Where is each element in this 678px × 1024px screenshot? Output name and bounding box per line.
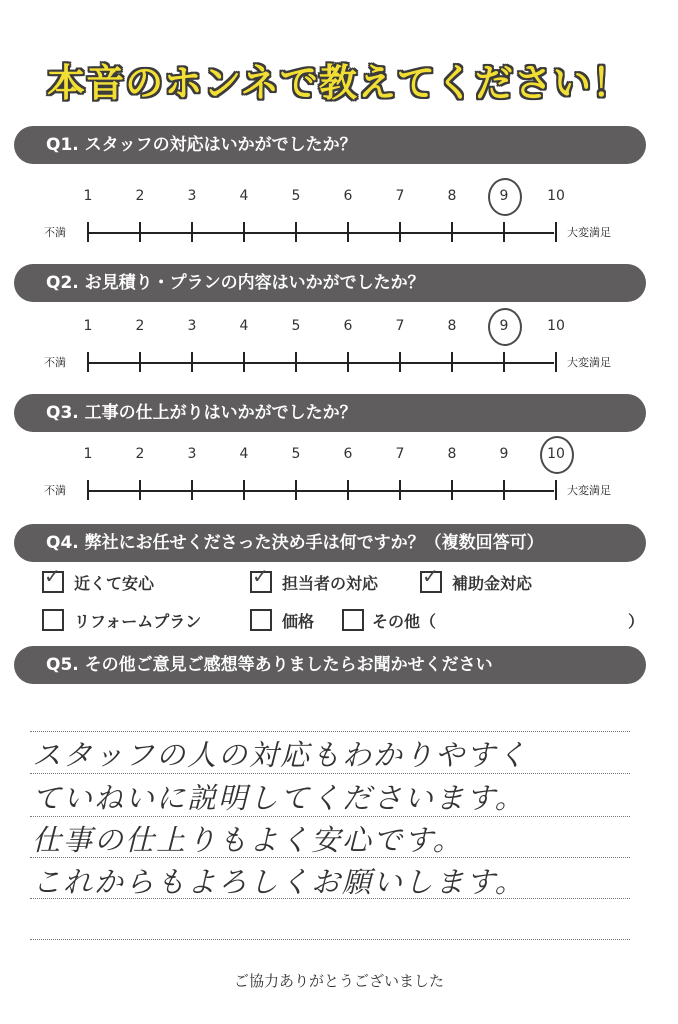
- q3-axis-line: [88, 490, 554, 492]
- q1-tick: [139, 222, 141, 242]
- q3-tick: [87, 480, 89, 500]
- q1-num-7: 7: [395, 188, 405, 204]
- q3-num-10: 10: [547, 446, 565, 462]
- q3-num-2: 2: [135, 446, 145, 462]
- option-label-other: その他（: [372, 612, 437, 631]
- q2-num-10: 10: [547, 318, 565, 334]
- option-label-price: 価格: [282, 612, 315, 631]
- q1-tick: [295, 222, 297, 242]
- option-label-staff: 担当者の対応: [282, 574, 379, 593]
- q3-selected-circle: [540, 436, 574, 474]
- q2-num-7: 7: [395, 318, 405, 334]
- q2-high-label: 大変満足: [567, 356, 611, 369]
- survey-title: 本音のホンネで教えてください！: [47, 61, 631, 105]
- option-label-subsidy: 補助金対応: [452, 574, 533, 593]
- q2-tick: [399, 352, 401, 372]
- q3-num-1: 1: [83, 446, 93, 462]
- q3-tick: [139, 480, 141, 500]
- q2-low-label: 不満: [44, 356, 66, 369]
- q1-tick: [503, 222, 505, 242]
- q1-header: Q1. スタッフの対応はいかがでしたか？: [14, 126, 646, 164]
- q1-tick: [399, 222, 401, 242]
- handwritten-answer-line-4: これからもよろしくお願いします。: [32, 865, 526, 899]
- checkbox-reform-plan[interactable]: [42, 609, 64, 631]
- option-label-nearby: 近くて安心: [74, 574, 155, 593]
- q3-rating-scale[interactable]: [0, 446, 678, 516]
- q5-header: Q5. その他ご意見ご感想等ありましたらお聞かせください: [14, 646, 646, 684]
- check-mark-icon: ✓: [422, 564, 439, 588]
- q1-num-6: 6: [343, 188, 353, 204]
- q1-num-5: 5: [291, 188, 301, 204]
- q2-num-4: 4: [239, 318, 249, 334]
- handwritten-answer-line-3: 仕事の仕上りもよく安心です。: [32, 823, 464, 857]
- q1-num-8: 8: [447, 188, 457, 204]
- thank-you-footer: ご協力ありがとうございました: [233, 972, 444, 990]
- q1-tick: [451, 222, 453, 242]
- q3-num-5: 5: [291, 446, 301, 462]
- q3-tick: [347, 480, 349, 500]
- q3-num-8: 8: [447, 446, 457, 462]
- q2-num-1: 1: [83, 318, 93, 334]
- q3-tick: [555, 480, 557, 500]
- q3-num-4: 4: [239, 446, 249, 462]
- q3-high-label: 大変満足: [567, 484, 611, 497]
- q3-tick: [451, 480, 453, 500]
- q2-tick: [139, 352, 141, 372]
- q2-tick: [295, 352, 297, 372]
- q3-num-7: 7: [395, 446, 405, 462]
- q3-tick: [503, 480, 505, 500]
- other-close-paren: ）: [628, 612, 645, 631]
- q1-tick: [87, 222, 89, 242]
- q2-tick: [87, 352, 89, 372]
- q1-num-1: 1: [83, 188, 93, 204]
- q3-tick: [399, 480, 401, 500]
- q1-rating-scale[interactable]: [0, 188, 678, 258]
- check-mark-icon: ✓: [44, 564, 61, 588]
- handwritten-answer-line-2: ていねいに説明してくださいます。: [32, 781, 526, 815]
- answer-ruled-line: [30, 731, 630, 732]
- q1-tick: [243, 222, 245, 242]
- q2-tick: [451, 352, 453, 372]
- q1-num-4: 4: [239, 188, 249, 204]
- q1-axis-line: [88, 232, 554, 234]
- q1-num-10: 10: [547, 188, 565, 204]
- q2-tick: [503, 352, 505, 372]
- q2-selected-circle: [488, 308, 522, 346]
- q4-header: Q4. 弊社にお任せくださった決め手は何ですか？（複数回答可）: [14, 524, 646, 562]
- q2-tick: [347, 352, 349, 372]
- q2-tick: [191, 352, 193, 372]
- q2-num-9: 9: [499, 318, 509, 334]
- q2-num-8: 8: [447, 318, 457, 334]
- q2-rating-scale[interactable]: [0, 318, 678, 388]
- q1-high-label: 大変満足: [567, 226, 611, 239]
- answer-ruled-line: [30, 939, 630, 940]
- q1-tick: [347, 222, 349, 242]
- q2-num-5: 5: [291, 318, 301, 334]
- handwritten-answer-line-1: スタッフの人の対応もわかりやすく: [32, 738, 529, 772]
- q3-num-3: 3: [187, 446, 197, 462]
- checkbox-other[interactable]: [342, 609, 364, 631]
- q2-num-6: 6: [343, 318, 353, 334]
- q2-axis-line: [88, 362, 554, 364]
- q2-num-2: 2: [135, 318, 145, 334]
- check-mark-icon: ✓: [252, 564, 269, 588]
- option-label-reform-plan: リフォームプラン: [74, 612, 202, 631]
- q1-num-9: 9: [499, 188, 509, 204]
- q3-num-6: 6: [343, 446, 353, 462]
- q3-tick: [243, 480, 245, 500]
- checkbox-price[interactable]: [250, 609, 272, 631]
- q3-low-label: 不満: [44, 484, 66, 497]
- q2-tick: [243, 352, 245, 372]
- q1-num-2: 2: [135, 188, 145, 204]
- q2-tick: [555, 352, 557, 372]
- q1-selected-circle: [488, 178, 522, 216]
- q2-num-3: 3: [187, 318, 197, 334]
- q1-low-label: 不満: [44, 226, 66, 239]
- q1-num-3: 3: [187, 188, 197, 204]
- q1-tick: [191, 222, 193, 242]
- q3-tick: [295, 480, 297, 500]
- q1-tick: [555, 222, 557, 242]
- q3-tick: [191, 480, 193, 500]
- q3-header: Q3. 工事の仕上がりはいかがでしたか？: [14, 394, 646, 432]
- q3-num-9: 9: [499, 446, 509, 462]
- q2-header: Q2. お見積り・プランの内容はいかがでしたか？: [14, 264, 646, 302]
